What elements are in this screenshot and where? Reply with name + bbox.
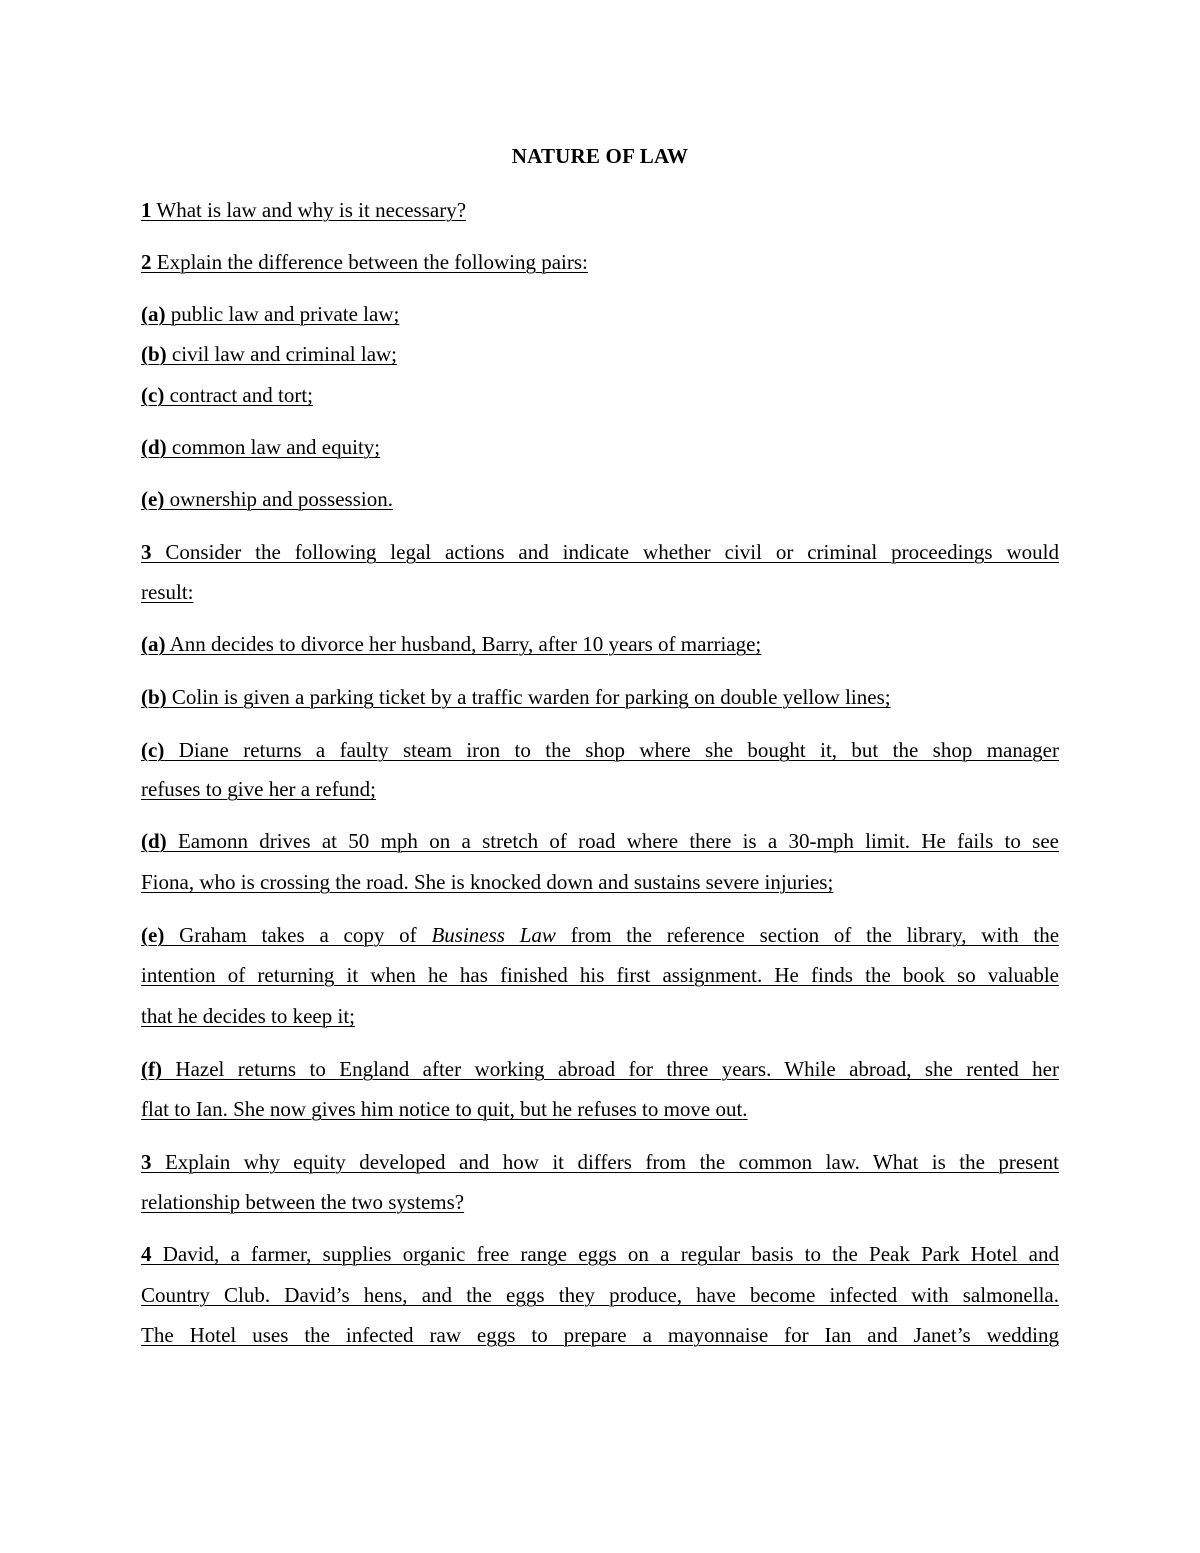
list-item-continuation: that he decides to keep it;: [141, 1004, 356, 1028]
book-title: Business Law: [431, 923, 556, 947]
item-label: (a): [141, 302, 166, 326]
question-3b-line-2: relationship between the two systems?: [141, 1190, 465, 1214]
item-text: Diane returns a faulty steam iron to the shop where she bought it, but the shop manager: [164, 738, 1059, 762]
list-item: [141, 382, 1059, 408]
item-label: (f): [141, 1057, 162, 1081]
list-item: [141, 737, 1059, 763]
list-item: [141, 341, 1059, 367]
question-text: Explain the difference between the following pairs:: [151, 250, 588, 274]
list-item: [141, 922, 1059, 948]
question-number: 4: [141, 1242, 152, 1266]
question-3b-line-1: [141, 1149, 1059, 1175]
item-label: (c): [141, 383, 165, 407]
question-4-line-1: [141, 1241, 1059, 1267]
item-label: (b): [141, 685, 167, 709]
question-4-line-2: Country Club. David’s hens, and the eggs they produce, have become infected with salmonella.: [141, 1283, 1059, 1307]
item-text: Hazel returns to England after working abroad for three years. While abroad, she rented her: [161, 1057, 1059, 1081]
list-item-continuation: refuses to give her a refund;: [141, 777, 376, 801]
item-text: public law and private law;: [165, 302, 400, 326]
item-label: (b): [141, 342, 167, 366]
question-4-line-3: The Hotel uses the infected raw eggs to prepare a mayonnaise for Ian and Janet’s wedding: [141, 1323, 1059, 1347]
list-item-continuation: Fiona, who is crossing the road. She is knocked down and sustains severe injuries;: [141, 870, 834, 894]
question-text: David, a farmer, supplies organic free range eggs on a regular basis to the Peak Park Hotel and: [151, 1242, 1059, 1266]
item-text: contract and tort;: [164, 383, 314, 407]
list-item-continuation: intention of returning it when he has finished his first assignment. He finds the book so valuable: [141, 963, 1059, 987]
question-text: Consider the following legal actions and indicate whether civil or criminal proceedings would: [151, 540, 1059, 564]
item-label: (c): [141, 738, 165, 762]
item-label: (e): [141, 923, 165, 947]
question-1: [141, 197, 1059, 223]
item-label: (d): [141, 435, 167, 459]
question-3-line-1: [141, 539, 1059, 565]
list-item: [141, 434, 1059, 460]
question-number: 3: [141, 540, 152, 564]
list-item: [141, 828, 1059, 854]
item-text: Ann decides to divorce her husband, Barry, after 10 years of marriage;: [165, 632, 762, 656]
list-item: [141, 301, 1059, 327]
question-text: What is law and why is it necessary?: [151, 198, 467, 222]
question-text: Explain why equity developed and how it differs from the common law. What is the present: [151, 1150, 1059, 1174]
item-text: civil law and criminal law;: [166, 342, 398, 366]
list-item: [141, 684, 1059, 710]
item-text: Colin is given a parking ticket by a traffic warden for parking on double yellow lines;: [166, 685, 891, 709]
item-text: common law and equity;: [166, 435, 381, 459]
question-number: 2: [141, 250, 152, 274]
list-item: [141, 1056, 1059, 1082]
item-label: (d): [141, 829, 167, 853]
item-label: (a): [141, 632, 166, 656]
item-text: from the reference section of the library, with the: [555, 923, 1060, 947]
item-text: Graham takes a copy of: [164, 923, 432, 947]
list-item: [141, 486, 1059, 512]
list-item-continuation: flat to Ian. She now gives him notice to quit, but he refuses to move out.: [141, 1097, 748, 1121]
question-3-line-2: result:: [141, 580, 194, 604]
page-title: NATURE OF LAW: [511, 144, 689, 168]
item-label: (e): [141, 487, 165, 511]
question-2: [141, 249, 1059, 275]
question-number: 1: [141, 198, 152, 222]
item-text: ownership and possession.: [164, 487, 393, 511]
question-number: 3: [141, 1150, 152, 1174]
item-text: Eamonn drives at 50 mph on a stretch of road where there is a 30-mph limit. He fails to see: [166, 829, 1059, 853]
list-item: [141, 631, 1059, 657]
